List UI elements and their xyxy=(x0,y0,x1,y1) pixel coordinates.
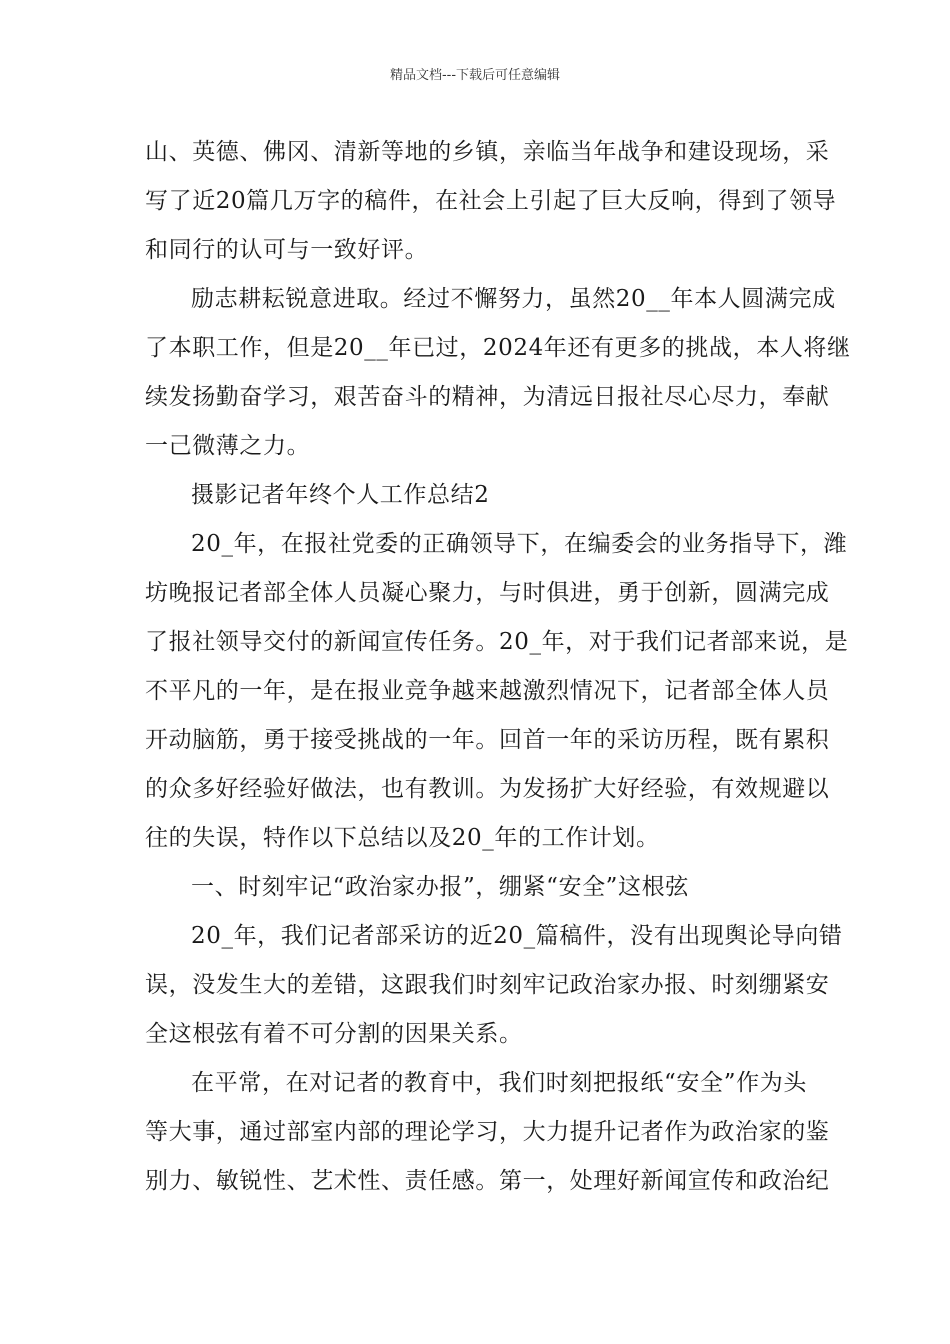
text-line: 全这根弦有着不可分割的因果关系。 xyxy=(145,1021,523,1047)
text-line: 写了近20篇几万字的稿件，在社会上引起了巨大反响，得到了领导 xyxy=(145,188,837,214)
text-line: 山、英德、佛冈、清新等地的乡镇，亲临当年战争和建设现场，采 xyxy=(145,139,830,165)
text-line: 坊晚报记者部全体人员凝心聚力，与时俱进，勇于创新，圆满完成 xyxy=(145,580,830,606)
text-line: 励志耕耘锐意进取。经过不懈努力，虽然20__年本人圆满完成 xyxy=(191,286,836,312)
text-line: 不平凡的一年，是在报业竞争越来越激烈情况下，记者部全体人员 xyxy=(145,678,830,704)
text-line: 误，没发生大的差错，这跟我们时刻牢记政治家办报、时刻绷紧安 xyxy=(145,972,830,998)
text-line: 20_年，在报社党委的正确领导下，在编委会的业务指导下，潍 xyxy=(191,531,848,557)
text-line: 和同行的认可与一致好评。 xyxy=(145,237,429,263)
section-heading: 摄影记者年终个人工作总结2 xyxy=(191,482,490,508)
text-line: 别力、敏锐性、艺术性、责任感。第一，处理好新闻宣传和政治纪 xyxy=(145,1168,830,1194)
text-line: 等大事，通过部室内部的理论学习，大力提升记者作为政治家的鉴 xyxy=(145,1119,830,1145)
text-line: 20_年，我们记者部采访的近20_篇稿件，没有出现舆论导向错 xyxy=(191,923,843,949)
text-line: 开动脑筋，勇于接受挑战的一年。回首一年的采访历程，既有累积 xyxy=(145,727,830,753)
text-line: 了报社领导交付的新闻宣传任务。20_年，对于我们记者部来说，是 xyxy=(145,629,849,655)
text-line: 了本职工作，但是20__年已过，2024年还有更多的挑战，本人将继 xyxy=(145,335,851,361)
text-line: 一己微薄之力。 xyxy=(145,433,311,459)
page-header: 精品文档---下载后可任意编辑 xyxy=(389,68,561,83)
text-line: 续发扬勤奋学习，艰苦奋斗的精神，为清远日报社尽心尽力，奉献 xyxy=(145,384,830,410)
section-heading: 一、时刻牢记“政治家办报”，绷紧“安全”这根弦 xyxy=(191,874,689,900)
document-body xyxy=(145,128,851,1206)
text-line: 往的失误，特作以下总结以及20_年的工作计划。 xyxy=(145,825,660,851)
text-line: 在平常，在对记者的教育中，我们时刻把报纸“安全”作为头 xyxy=(191,1070,807,1096)
text-line: 的众多好经验好做法，也有教训。为发扬扩大好经验，有效规避以 xyxy=(145,776,830,802)
